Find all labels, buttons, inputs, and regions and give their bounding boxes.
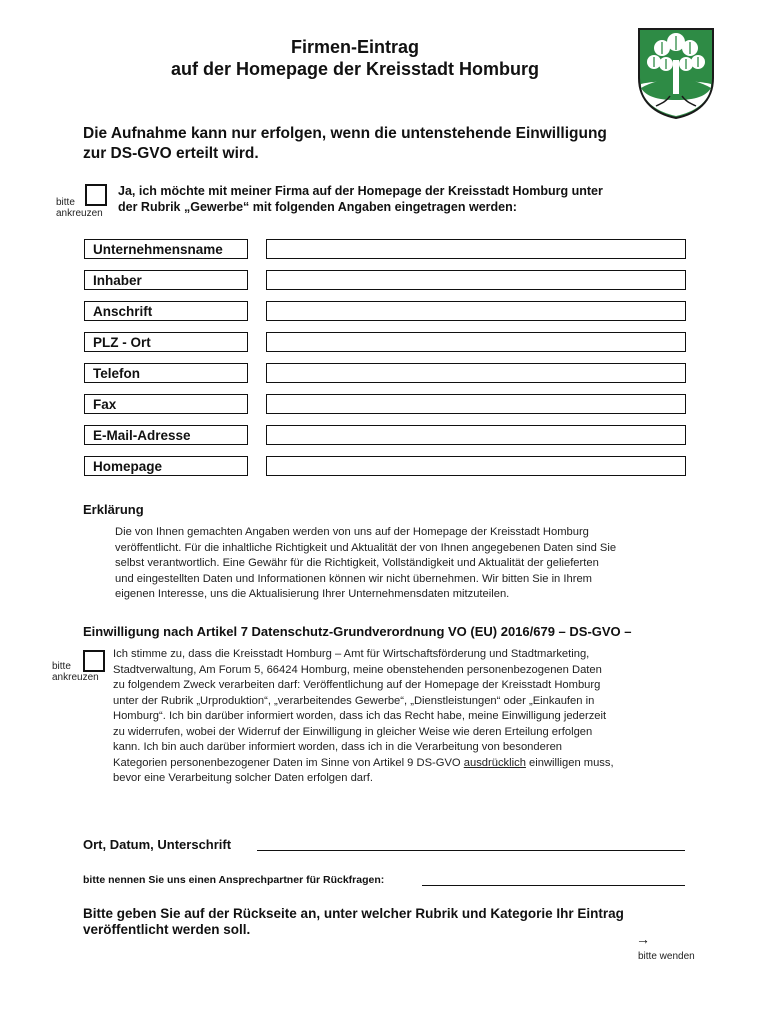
gdpr-line: kann. Ich bin auch darüber informiert worden, dass ich in die Verarbeitung von besonderen: [113, 741, 563, 753]
intro-heading-line1: Die Aufnahme kann nur erfolgen, wenn die untenstehende Einwilligung: [83, 125, 607, 142]
declaration-line: eigenen Interesse, uns die Aktualisierung Ihrer Unternehmensdaten mitzuteilen.: [115, 588, 510, 600]
declaration-heading: Erklärung: [83, 502, 144, 517]
gdpr-line: unter der Rubrik „Urproduktion“, „verarbeitendes Gewerbe“, „Dienstleistungen“ oder „Einkaufen in: [113, 694, 595, 707]
declaration-line: veröffentlicht. Für die inhaltliche Richtigkeit und Aktualität der von Ihnen angegebenen Daten sind Sie: [115, 541, 617, 554]
field-label-homepage: Homepage: [84, 456, 248, 476]
consent-entry-line1: Ja, ich möchte mit meiner Firma auf der Homepage der Kreisstadt Homburg unter: [118, 184, 603, 198]
checkbox-hint-1-line1: bitte: [56, 197, 75, 208]
field-label-owner: Inhaber: [84, 270, 248, 290]
declaration-line: Die von Ihnen gemachten Angaben werden von uns auf der Homepage der Kreisstadt Homburg: [115, 526, 589, 538]
gdpr-consent-checkbox[interactable]: [83, 650, 105, 672]
declaration-line: und eingestellten Daten und Informationen können wir nicht übernehmen. Wir bitten Sie in Ihrem: [115, 572, 592, 585]
gdpr-line: bevor eine Verarbeitung solcher Daten erfolgen darf.: [113, 772, 373, 784]
consent-entry-checkbox[interactable]: [85, 184, 107, 206]
field-label-phone: Telefon: [84, 363, 248, 383]
consent-entry-text: [118, 183, 698, 215]
gdpr-line: zu widerrufen, wobei der Widerruf der Einwilligung in gleicher Weise wie deren Erteilung erfolgen: [113, 725, 593, 738]
field-label-zip-city: PLZ - Ort: [84, 332, 248, 352]
gdpr-line: zu folgendem Zweck verarbeiten darf: Veröffentlichung auf der Homepage der Kreisstadt Homburg: [113, 679, 601, 691]
contact-person-line[interactable]: [422, 885, 685, 886]
intro-heading-line2: zur DS-GVO erteilt wird.: [83, 145, 259, 162]
gdpr-line8-post: einwilligen muss,: [525, 756, 614, 769]
turn-page-note: bitte wenden: [638, 951, 695, 962]
field-label-fax: Fax: [84, 394, 248, 414]
footer-note-line1: Bitte geben Sie auf der Rückseite an, unter welcher Rubrik und Kategorie Ihr Eintrag: [83, 906, 624, 921]
gdpr-line: Ich stimme zu, dass die Kreisstadt Homburg – Amt für Wirtschaftsförderung und Stadtmarketing,: [113, 648, 590, 660]
gdpr-line8-pre: Kategorien personenbezogener Daten im Sinne von Artikel 9 DS-GVO: [113, 756, 464, 769]
turn-page-arrow-icon: →: [636, 931, 650, 947]
form-title-line2: auf der Homepage der Kreisstadt Homburg: [170, 59, 540, 79]
owner-input[interactable]: [266, 270, 686, 290]
contact-person-label: bitte nennen Sie uns einen Ansprechpartner für Rückfragen:: [83, 874, 385, 886]
gdpr-line: Homburg“. Ich bin darüber informiert worden, dass ich das Recht habe, meine Einwilligung jederzeit: [113, 710, 607, 722]
gdpr-line: [113, 756, 713, 772]
form-title-line1: Firmen-Eintrag: [290, 37, 419, 57]
signature-line[interactable]: [257, 850, 685, 851]
form-title: [140, 36, 570, 80]
fax-input[interactable]: [266, 394, 686, 414]
zip-city-input[interactable]: [266, 332, 686, 352]
footer-note-line2: veröffentlicht werden soll.: [83, 922, 251, 937]
footer-note: [83, 906, 723, 938]
company-name-input[interactable]: [266, 239, 686, 259]
checkbox-hint-1-line2: ankreuzen: [56, 208, 103, 219]
phone-input[interactable]: [266, 363, 686, 383]
consent-entry-line2: der Rubrik „Gewerbe“ mit folgenden Angaben eingetragen werden:: [118, 200, 517, 214]
address-input[interactable]: [266, 301, 686, 321]
checkbox-hint-2-line1: bitte: [52, 661, 71, 672]
declaration-line: selbst verantwortlich. Eine Gewähr für die Richtigkeit, Vollständigkeit und Aktualität der gelieferten: [115, 557, 599, 569]
email-input[interactable]: [266, 425, 686, 445]
gdpr-text: [113, 647, 713, 787]
checkbox-hint-2-line2: ankreuzen: [52, 672, 99, 683]
field-label-company-name: Unternehmensname: [84, 239, 248, 259]
field-label-email: E-Mail-Adresse: [84, 425, 248, 445]
gdpr-line8-underlined: ausdrücklich: [463, 756, 526, 769]
field-label-address: Anschrift: [84, 301, 248, 321]
gdpr-line: Stadtverwaltung, Am Forum 5, 66424 Homburg, meine obenstehenden personenbezogenen Daten: [113, 663, 602, 676]
signature-label: Ort, Datum, Unterschrift: [83, 837, 232, 852]
homepage-input[interactable]: [266, 456, 686, 476]
declaration-text: [115, 525, 715, 603]
homburg-coat-of-arms-icon: [636, 26, 716, 120]
gdpr-heading: Einwilligung nach Artikel 7 Datenschutz-Grundverordnung VO (EU) 2016/679 – DS-GVO –: [83, 624, 632, 639]
intro-heading: [83, 124, 723, 164]
